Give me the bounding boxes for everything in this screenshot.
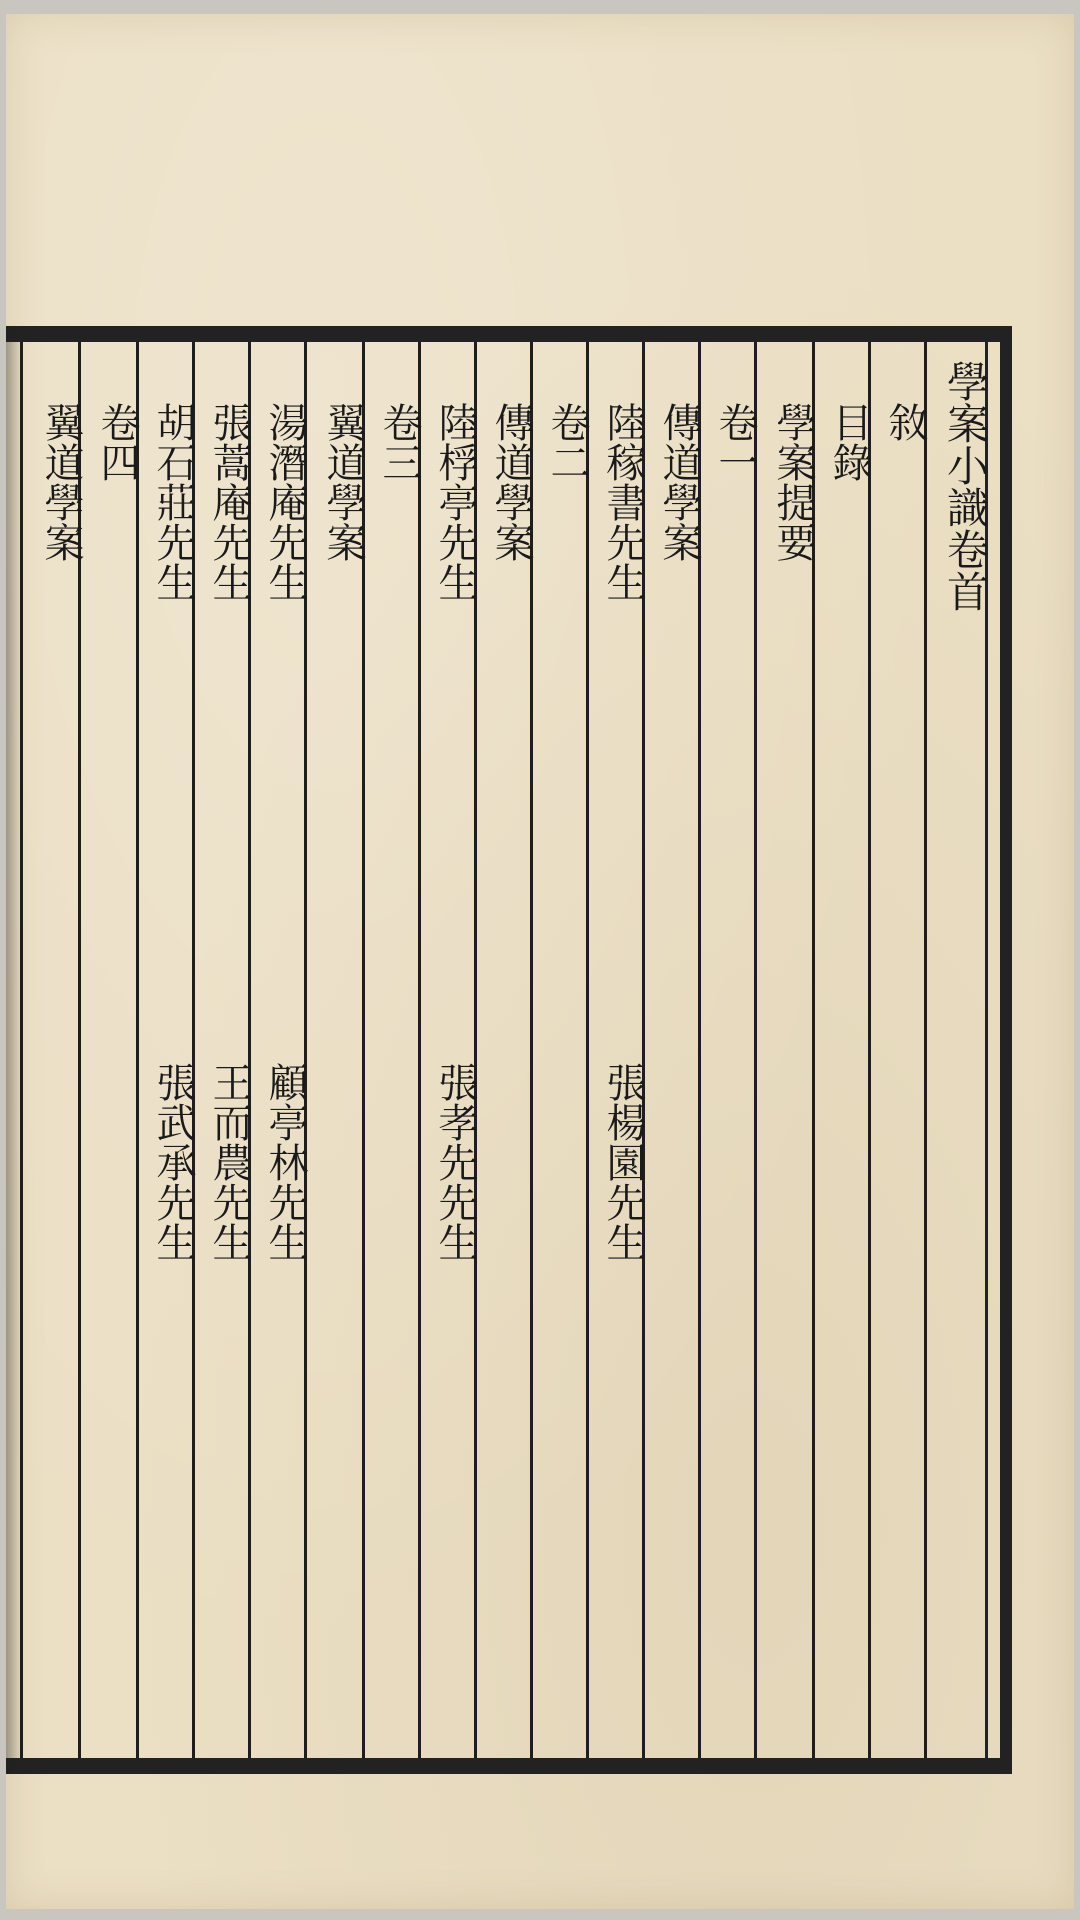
toc-entry: 學案提要 [770, 402, 816, 562]
toc-entry-secondary: 顧亭林先生 [262, 1062, 308, 1262]
toc-entry: 卷二 [544, 402, 590, 482]
column-rule [924, 342, 927, 1758]
toc-entry: 傳道學案 [488, 402, 534, 562]
toc-entry: 翼道學案 [38, 402, 84, 562]
column-rule [136, 342, 139, 1758]
binding-edge [6, 326, 22, 1774]
toc-entry: 陸稼書先生 [600, 402, 646, 602]
column-rule [586, 342, 589, 1758]
column-rule [418, 342, 421, 1758]
page-frame [6, 326, 1012, 1774]
toc-entry-secondary: 張孝先先生 [432, 1062, 478, 1262]
book-page [6, 14, 1074, 1909]
toc-entry-secondary: 張楊園先生 [600, 1062, 646, 1262]
toc-entry: 陸桴亭先生 [432, 402, 478, 602]
toc-entry: 卷四 [94, 402, 140, 482]
toc-entry: 翼道學案 [320, 402, 366, 562]
column-rule [868, 342, 871, 1758]
page-title: 學案小識卷首 [941, 360, 990, 612]
toc-entry-secondary: 張武承先生 [150, 1062, 196, 1262]
toc-entry: 卷一 [712, 402, 758, 482]
toc-entry: 傳道學案 [656, 402, 702, 562]
toc-entry-secondary: 王而農先生 [206, 1062, 252, 1262]
toc-entry: 湯潛庵先生 [262, 402, 308, 602]
toc-entry: 卷三 [376, 402, 422, 482]
toc-entry: 敘 [882, 402, 928, 442]
toc-entry: 胡石莊先生 [150, 402, 196, 602]
toc-entry: 目錄 [826, 402, 872, 482]
toc-entry: 張蒿庵先生 [206, 402, 252, 602]
column-rule [754, 342, 757, 1758]
